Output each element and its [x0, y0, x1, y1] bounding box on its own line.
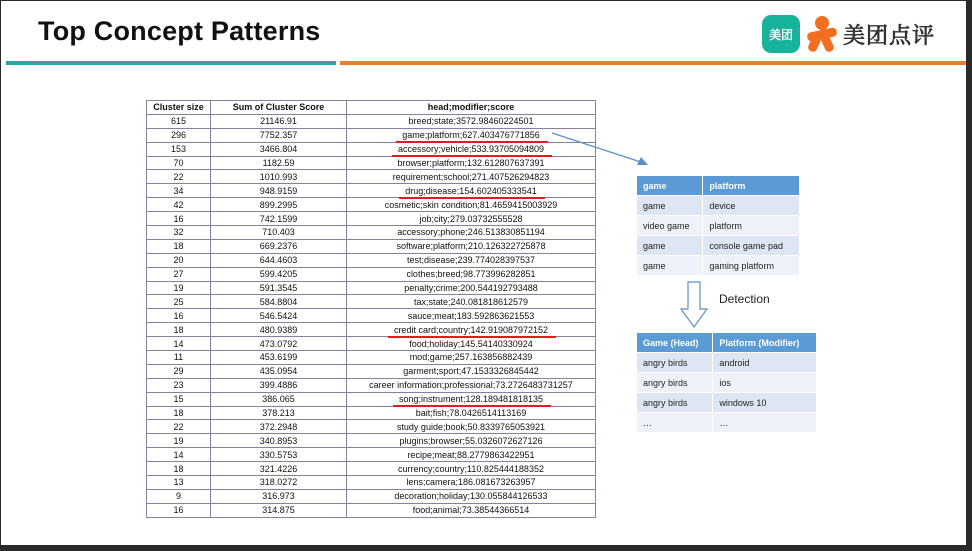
detection-row — [637, 413, 817, 433]
pattern-cell: food;animal;73.38544366514 — [347, 503, 596, 517]
underlined-pattern: credit card;country;142.919087972152 — [393, 324, 549, 335]
modifier-cell: … — [713, 413, 817, 433]
modifier-cell: platform — [703, 216, 800, 236]
cluster-size-cell: 19 — [147, 434, 211, 448]
cluster-size-cell: 20 — [147, 253, 211, 267]
cluster-score-cell: 480.9389 — [211, 323, 347, 337]
cluster-score-cell: 330.5753 — [211, 448, 347, 462]
cluster-score-cell: 386.065 — [211, 392, 347, 406]
pattern-cell — [347, 392, 596, 406]
underlined-pattern: drug;disease;154.602405333541 — [405, 185, 537, 196]
cluster-score-cell: 591.3545 — [211, 281, 347, 295]
table-row — [147, 184, 596, 198]
cluster-size-cell: 18 — [147, 239, 211, 253]
pattern-cell: mod;game;257.163856882439 — [347, 351, 596, 365]
pattern-cell — [347, 323, 596, 337]
cluster-size-cell: 22 — [147, 170, 211, 184]
arrow-to-pattern-icon — [540, 125, 655, 170]
pattern-cell: requirement;school;271.407526294823 — [347, 170, 596, 184]
table-row — [147, 128, 596, 142]
cluster-size-cell: 70 — [147, 156, 211, 170]
cluster-size-cell: 29 — [147, 364, 211, 378]
pattern-table — [636, 175, 800, 276]
cluster-score-cell: 644.4603 — [211, 253, 347, 267]
modifier-cell: gaming platform — [703, 256, 800, 276]
cluster-score-cell: 742.1599 — [211, 212, 347, 226]
header-pattern: head;modifier;score — [347, 101, 596, 115]
table-row — [147, 142, 596, 156]
cluster-size-cell: 25 — [147, 295, 211, 309]
table-row — [147, 476, 596, 490]
head-cell: angry birds — [637, 353, 713, 373]
cluster-size-cell: 23 — [147, 378, 211, 392]
title-divider-teal — [6, 61, 336, 65]
table-row — [147, 114, 596, 128]
cluster-table — [146, 100, 596, 518]
cluster-score-cell: 340.8953 — [211, 434, 347, 448]
pattern-cell: study guide;book;50.8339765053921 — [347, 420, 596, 434]
cluster-size-cell: 18 — [147, 406, 211, 420]
cluster-score-cell: 21146.91 — [211, 114, 347, 128]
header-sum-score: Sum of Cluster Score — [211, 101, 347, 115]
cluster-score-cell: 314.875 — [211, 503, 347, 517]
pattern-cell: test;disease;239.774028397537 — [347, 253, 596, 267]
cluster-size-cell: 13 — [147, 476, 211, 490]
cluster-size-cell: 16 — [147, 503, 211, 517]
cluster-size-cell: 9 — [147, 489, 211, 503]
table-row — [147, 364, 596, 378]
detection-row — [637, 373, 817, 393]
pattern-header-modifier: platform — [703, 176, 800, 196]
table-row — [147, 392, 596, 406]
cluster-score-cell: 321.4226 — [211, 462, 347, 476]
cluster-size-cell: 18 — [147, 462, 211, 476]
cluster-score-cell: 710.403 — [211, 226, 347, 240]
pattern-cell: decoration;holiday;130.055844126533 — [347, 489, 596, 503]
pattern-row — [637, 256, 800, 276]
head-cell: angry birds — [637, 373, 713, 393]
cluster-score-cell: 453.6199 — [211, 351, 347, 365]
table-row — [147, 503, 596, 517]
cluster-score-cell: 1010.993 — [211, 170, 347, 184]
modifier-cell: ios — [713, 373, 817, 393]
cluster-size-cell: 18 — [147, 323, 211, 337]
pattern-cell: cosmetic;skin condition;81.4659415003929 — [347, 198, 596, 212]
pattern-cell: garment;sport;47.1533326845442 — [347, 364, 596, 378]
pattern-cell: browser;platform;132.612807637391 — [347, 156, 596, 170]
pattern-cell: accessory;phone;246.513830851194 — [347, 226, 596, 240]
table-row — [147, 267, 596, 281]
head-cell: … — [637, 413, 713, 433]
table-row — [147, 351, 596, 365]
cluster-score-cell: 3466.804 — [211, 142, 347, 156]
pattern-cell: food;holiday;145.54140330924 — [347, 337, 596, 351]
cluster-size-cell: 15 — [147, 392, 211, 406]
cluster-size-cell: 14 — [147, 448, 211, 462]
cluster-size-cell: 11 — [147, 351, 211, 365]
head-cell: game — [637, 236, 703, 256]
down-arrow-icon — [680, 281, 710, 329]
cluster-size-cell: 19 — [147, 281, 211, 295]
pattern-row — [637, 236, 800, 256]
pattern-cell: tax;state;240.081818612579 — [347, 295, 596, 309]
cluster-score-cell: 899.2995 — [211, 198, 347, 212]
table-row — [147, 309, 596, 323]
table-row — [147, 239, 596, 253]
table-row — [147, 337, 596, 351]
cluster-score-cell: 318.0272 — [211, 476, 347, 490]
table-row — [147, 212, 596, 226]
logo-text: 美团点评 — [843, 22, 936, 48]
pattern-row — [637, 196, 800, 216]
cluster-size-cell: 22 — [147, 420, 211, 434]
modifier-cell: android — [713, 353, 817, 373]
cluster-size-cell: 14 — [147, 337, 211, 351]
cluster-score-cell: 546.5424 — [211, 309, 347, 323]
pattern-cell: penalty;crime;200.544192793488 — [347, 281, 596, 295]
pattern-row — [637, 216, 800, 236]
cluster-size-cell: 42 — [147, 198, 211, 212]
logo-badge: 美团 — [762, 15, 800, 53]
detection-label: Detection — [719, 292, 770, 306]
table-row — [147, 489, 596, 503]
cluster-table-header — [147, 101, 596, 115]
table-row — [147, 434, 596, 448]
detection-header-modifier: Platform (Modifier) — [713, 333, 817, 353]
detection-header-head: Game (Head) — [637, 333, 713, 353]
cluster-score-cell: 599.4205 — [211, 267, 347, 281]
table-row — [147, 198, 596, 212]
slide-title: Top Concept Patterns — [38, 16, 321, 46]
pattern-cell: bait;fish;78.0426514113169 — [347, 406, 596, 420]
title-divider-orange — [340, 61, 966, 65]
table-row — [147, 281, 596, 295]
header-cluster-size: Cluster size — [147, 101, 211, 115]
modifier-cell: device — [703, 196, 800, 216]
pattern-cell: career information;professional;73.2726483731257 — [347, 378, 596, 392]
cluster-score-cell: 473.0792 — [211, 337, 347, 351]
underlined-pattern: accessory;vehicle;533.93705094809 — [397, 144, 545, 155]
table-row — [147, 226, 596, 240]
pattern-cell: plugins;browser;55.0326072627126 — [347, 434, 596, 448]
underlined-pattern: song;instrument;128.189481818135 — [398, 394, 544, 405]
cluster-score-cell: 584.8804 — [211, 295, 347, 309]
pattern-cell: breed;state;3572.98460224501 — [347, 114, 596, 128]
cluster-size-cell: 153 — [147, 142, 211, 156]
cluster-score-cell: 7752.357 — [211, 128, 347, 142]
cluster-score-cell: 435.0954 — [211, 364, 347, 378]
cluster-size-cell: 296 — [147, 128, 211, 142]
pattern-cell — [347, 184, 596, 198]
pattern-header-head: game — [637, 176, 703, 196]
table-row — [147, 462, 596, 476]
table-row — [147, 378, 596, 392]
table-row — [147, 406, 596, 420]
cluster-score-cell: 372.2948 — [211, 420, 347, 434]
cluster-size-cell: 615 — [147, 114, 211, 128]
head-cell: game — [637, 256, 703, 276]
table-row — [147, 156, 596, 170]
head-cell: game — [637, 196, 703, 216]
table-row — [147, 253, 596, 267]
logo-person-icon — [805, 15, 839, 53]
table-row — [147, 323, 596, 337]
underlined-pattern: game;platform;627.403476771856 — [402, 130, 540, 141]
cluster-size-cell: 32 — [147, 226, 211, 240]
head-cell: video game — [637, 216, 703, 236]
detection-row — [637, 353, 817, 373]
pattern-cell: sauce;meat;183.592863621553 — [347, 309, 596, 323]
modifier-cell: windows 10 — [713, 393, 817, 413]
cluster-score-cell: 399.4886 — [211, 378, 347, 392]
cluster-size-cell: 27 — [147, 267, 211, 281]
pattern-cell: job;city;279.03732555528 — [347, 212, 596, 226]
detection-row — [637, 393, 817, 413]
pattern-cell: currency;country;110.825444188352 — [347, 462, 596, 476]
pattern-cell: clothes;breed;98.773996282851 — [347, 267, 596, 281]
pattern-cell: recipe;meat;88.2779863422951 — [347, 448, 596, 462]
pattern-cell: software;platform;210.126322725878 — [347, 239, 596, 253]
table-row — [147, 448, 596, 462]
cluster-size-cell: 34 — [147, 184, 211, 198]
cluster-score-cell: 378.213 — [211, 406, 347, 420]
cluster-size-cell: 16 — [147, 309, 211, 323]
detection-table — [636, 332, 817, 433]
table-row — [147, 420, 596, 434]
pattern-cell: lens;camera;186.081673263957 — [347, 476, 596, 490]
table-row — [147, 170, 596, 184]
head-cell: angry birds — [637, 393, 713, 413]
table-row — [147, 295, 596, 309]
modifier-cell: console game pad — [703, 236, 800, 256]
cluster-score-cell: 669.2376 — [211, 239, 347, 253]
cluster-size-cell: 16 — [147, 212, 211, 226]
cluster-score-cell: 1182.59 — [211, 156, 347, 170]
cluster-score-cell: 316.973 — [211, 489, 347, 503]
cluster-score-cell: 948.9159 — [211, 184, 347, 198]
company-logo — [762, 14, 935, 54]
